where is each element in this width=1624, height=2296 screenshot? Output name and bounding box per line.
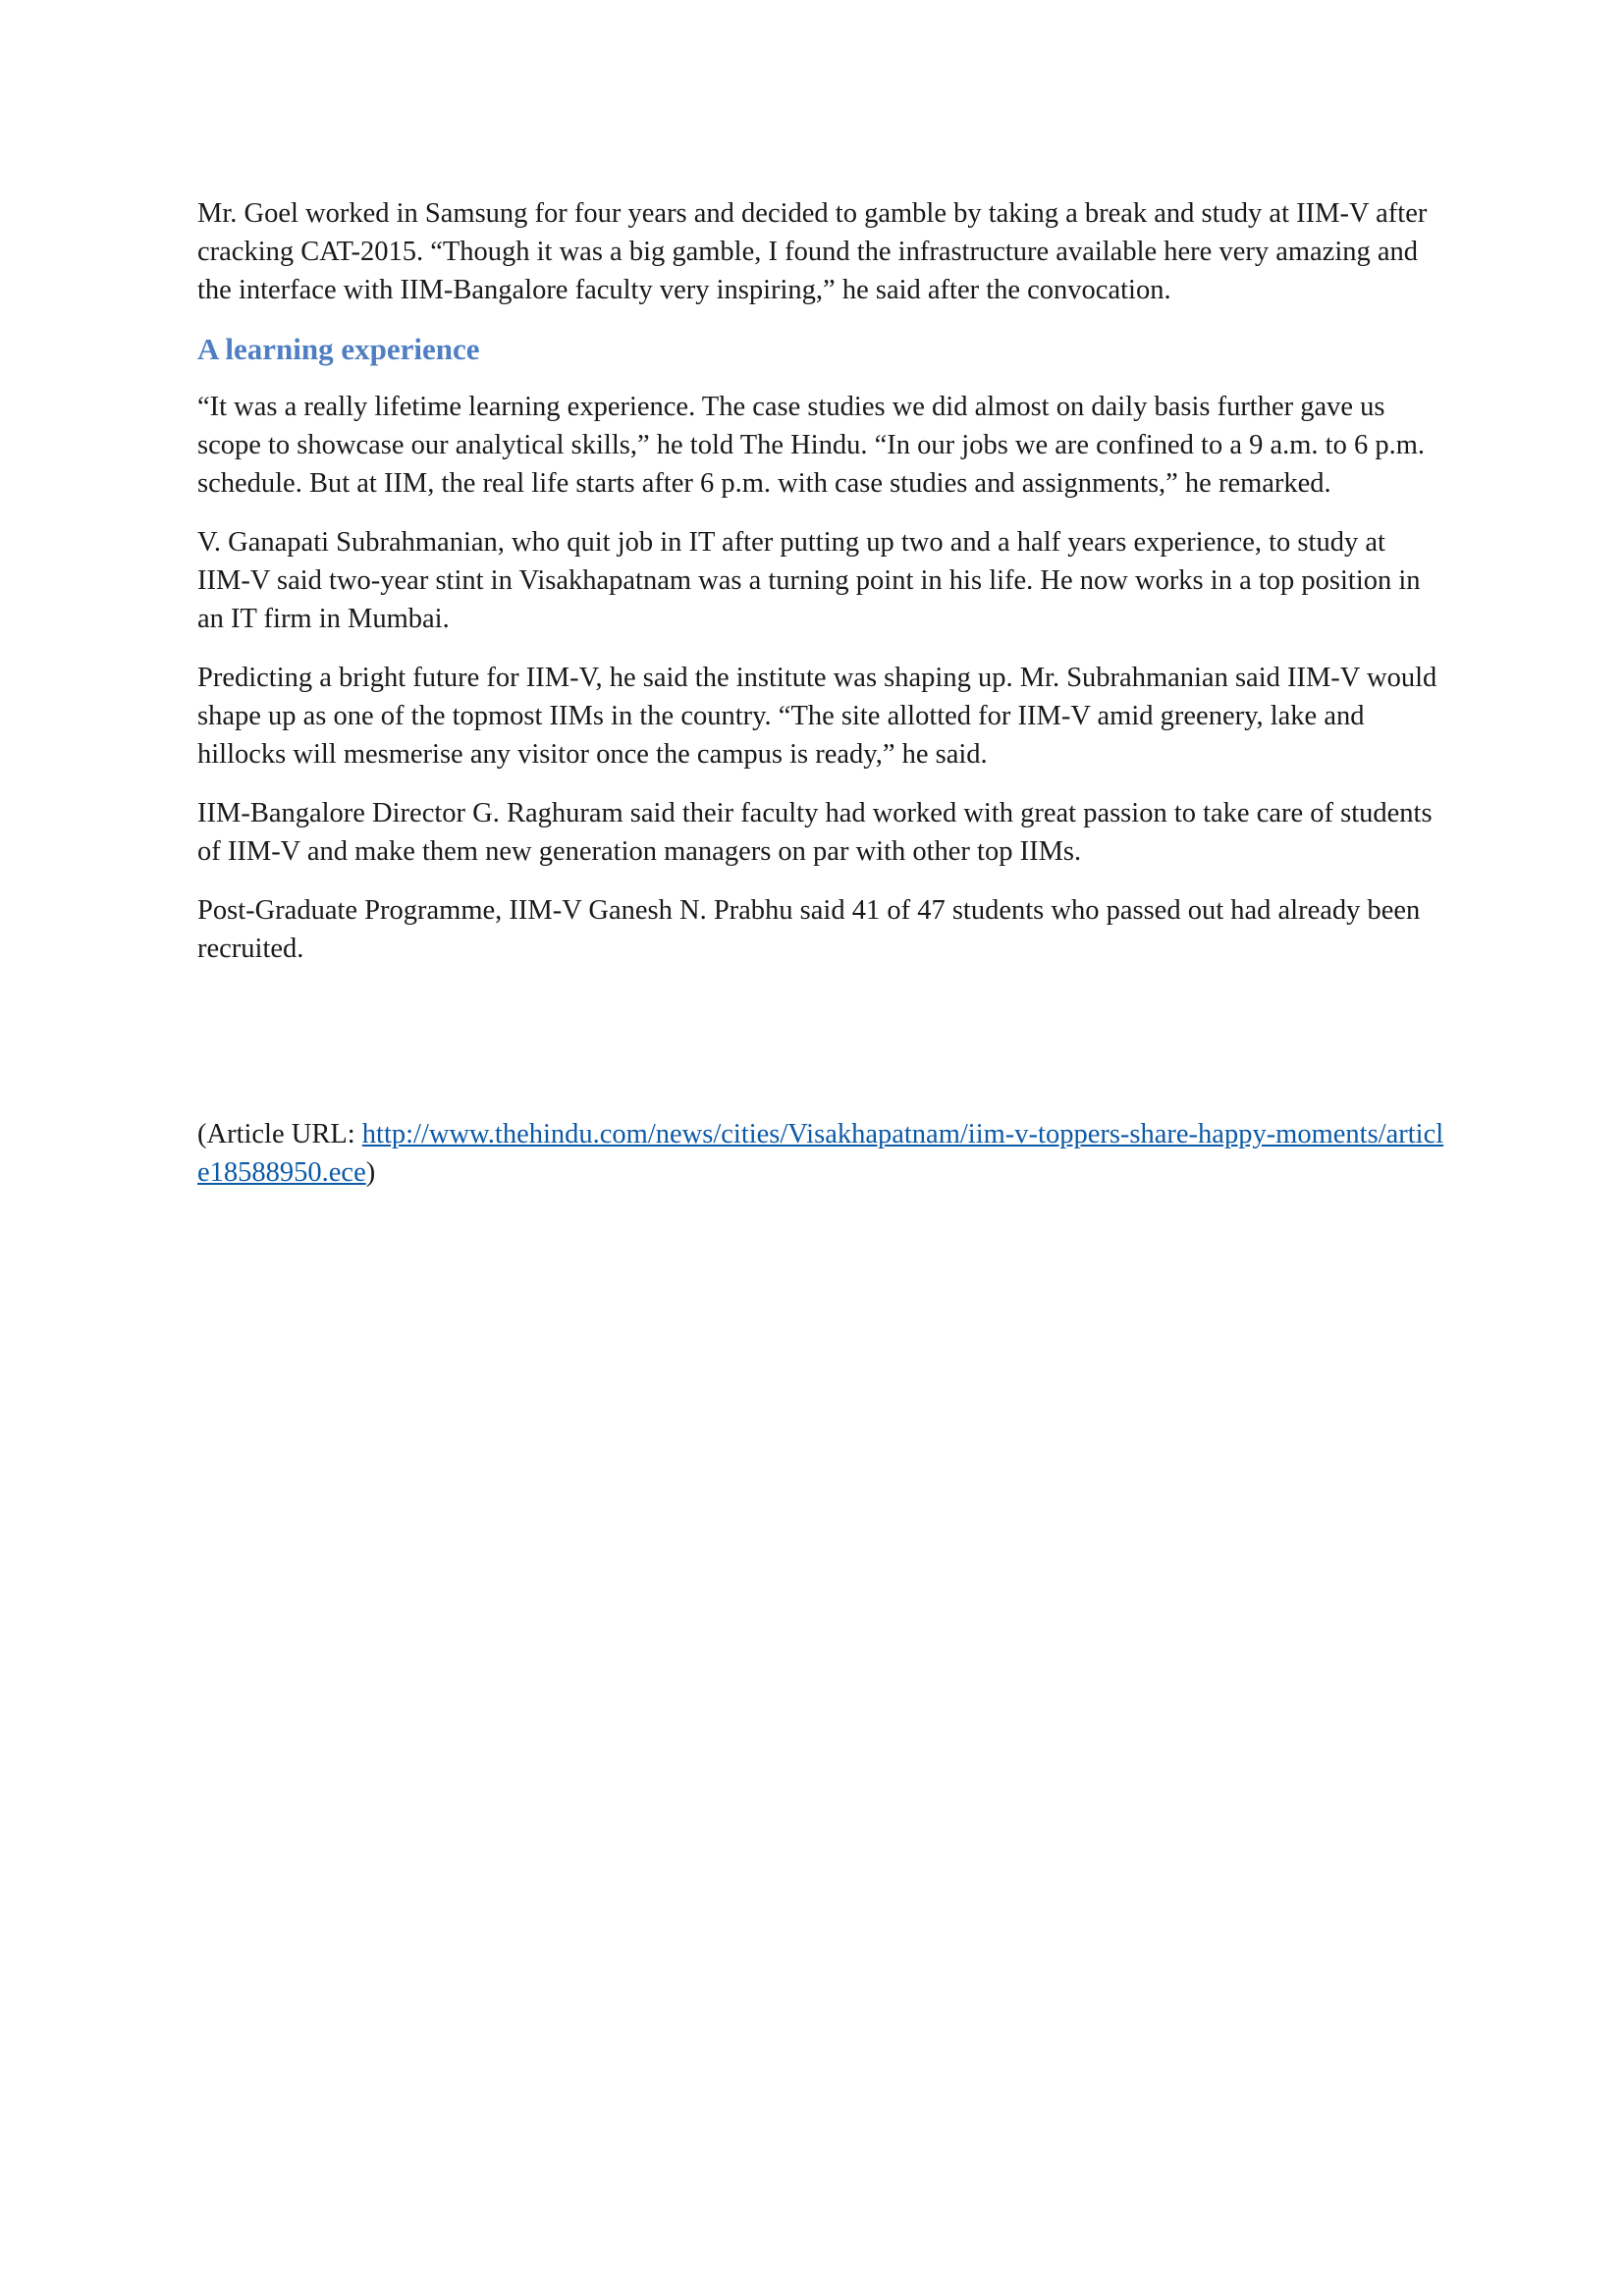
article-body: [197, 194, 1444, 1212]
article-paragraph: V. Ganapati Subrahmanian, who quit job in IT after putting up two and a half years experience, to study at IIM-V said two-year stint in Visakhapatnam was a turning point in his life. He now works in a top position in an IT firm in Mumbai.: [197, 527, 1421, 634]
article-url-line: [197, 1115, 1444, 1192]
article-paragraph-intro: Mr. Goel worked in Samsung for four years and decided to gamble by taking a break and study at IIM-V after cracking CAT-2015. “Though it was a big gamble, I found the infrastructure available here very amazing and the interface with IIM-Bangalore faculty very inspiring,” he said after the convocation.: [197, 198, 1428, 305]
article-paragraph: IIM-Bangalore Director G. Raghuram said their faculty had worked with great passion to take care of students of IIM-V and make them new generation managers on par with other top IIMs.: [197, 798, 1433, 867]
article-paragraph: Post-Graduate Programme, IIM-V Ganesh N. Prabhu said 41 of 47 students who passed out had already been recruited.: [197, 895, 1421, 964]
article-url-link[interactable]: http://www.thehindu.com/news/cities/Visakhapatnam/iim-v-toppers-share-happy-moments/article18588950.ece: [197, 1119, 1444, 1188]
article-url-suffix: ): [365, 1157, 376, 1188]
section-heading: A learning experience: [197, 332, 480, 366]
article-url-prefix: (Article URL:: [197, 1119, 362, 1149]
article-paragraph: Predicting a bright future for IIM-V, he said the institute was shaping up. Mr. Subrahmanian said IIM-V would shape up as one of the topmost IIMs in the country. “The site allotted for IIM-V amid greenery, lake and hillocks will mesmerise any visitor once the campus is ready,” he said.: [197, 663, 1437, 770]
article-paragraph: “It was a really lifetime learning experience. The case studies we did almost on daily basis further gave us scope to showcase our analytical skills,” he told The Hindu. “In our jobs we are confined to a 9 a.m. to 6 p.m. schedule. But at IIM, the real life starts after 6 p.m. with case studies and assignments,” he remarked.: [197, 392, 1425, 499]
